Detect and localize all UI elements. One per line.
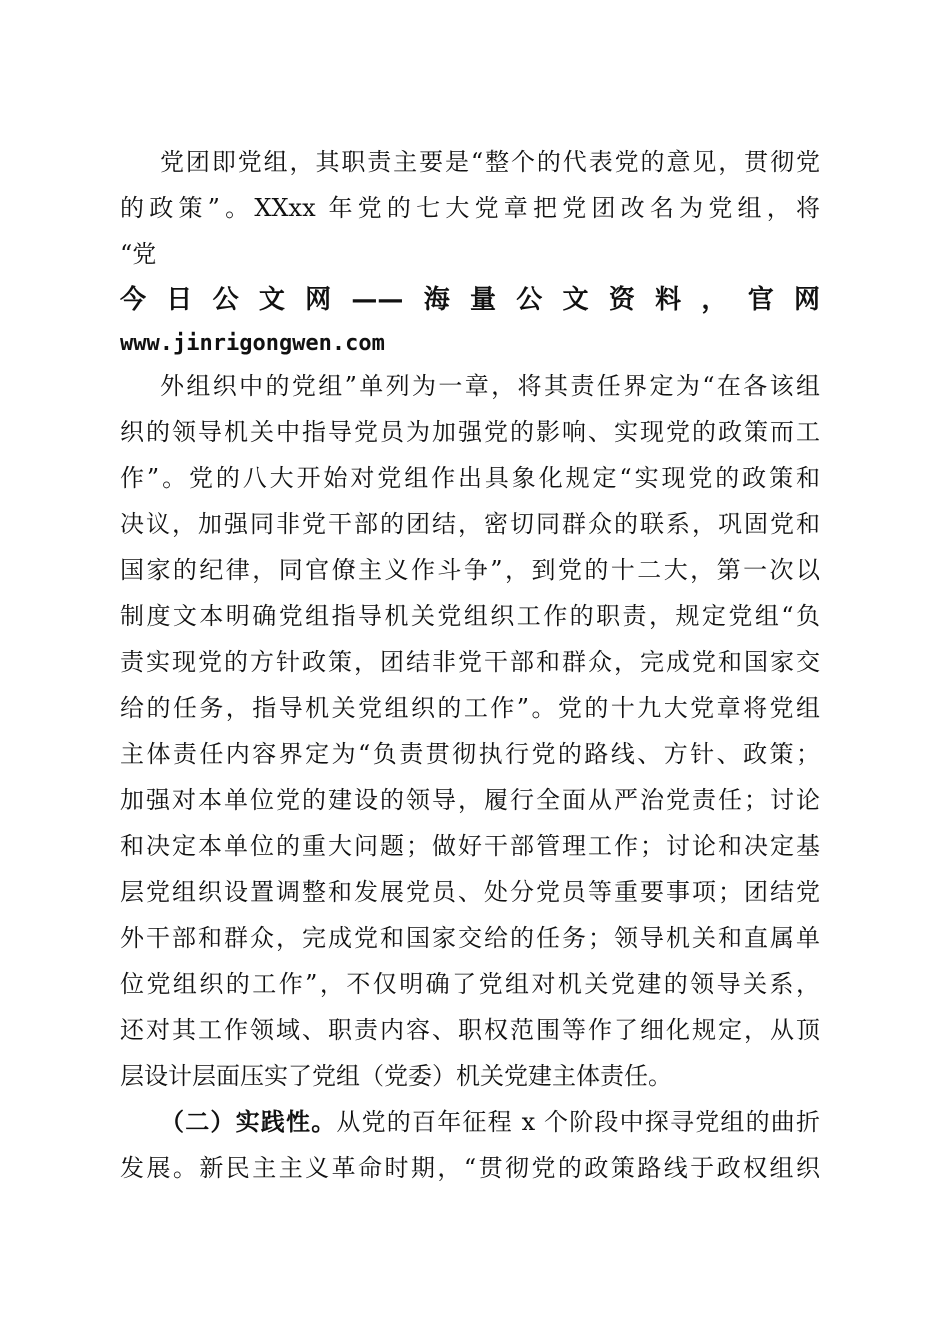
paragraph-line: 主体责任内容界定为“负责贯彻执行党的路线、方针、政策；	[120, 740, 820, 768]
ad-banner-text: 今日公文网——海量公文资料，官网	[120, 285, 820, 315]
ad-banner-url[interactable]: www.jinrigongwen.com	[120, 331, 385, 356]
paragraph-line: 决议，加强同非党干部的团结，密切同群众的联系，巩固党和	[120, 510, 820, 538]
paragraph-line: 织的领导机关中指导党员为加强党的影响、实现党的政策而工	[120, 418, 820, 446]
paragraph-line: 党团即党组，其职责主要是“整个的代表党的意见，贯彻党	[160, 148, 820, 176]
paragraph-line: 作”。党的八大开始对党组作出具象化规定“实现党的政策和	[120, 464, 820, 492]
paragraph-line: 层党组织设置调整和发展党员、处分党员等重要事项；团结党	[120, 878, 820, 906]
paragraph-line: 发展。新民主主义革命时期，“贯彻党的政策路线于政权组织	[120, 1154, 820, 1182]
paragraph-line: 国家的纪律，同官僚主义作斗争”，到党的十二大，第一次以	[120, 556, 820, 584]
paragraph-line: 制度文本明确党组指导机关党组织工作的职责，规定党组“负	[120, 602, 820, 630]
paragraph-line: 给的任务，指导机关党组织的工作”。党的十九大党章将党组	[120, 694, 820, 722]
paragraph-line: 位党组织的工作”，不仅明确了党组对机关党建的领导关系，	[120, 970, 820, 998]
paragraph-line: 加强对本单位党的建设的领导，履行全面从严治党责任；讨论	[120, 786, 820, 814]
paragraph-line: 责实现党的方针政策，团结非党干部和群众，完成党和国家交	[120, 648, 820, 676]
paragraph-line: 层设计层面压实了党组（党委）机关党建主体责任。	[120, 1062, 672, 1090]
section-first-line	[160, 1106, 820, 1138]
paragraph-line: 和决定本单位的重大问题；做好干部管理工作；讨论和决定基	[120, 832, 820, 860]
paragraph-line: 外干部和群众，完成党和国家交给的任务；领导机关和直属单	[120, 924, 820, 952]
paragraph-line: 还对其工作领域、职责内容、职权范围等作了细化规定，从顶	[120, 1016, 820, 1044]
paragraph-line: 外组织中的党组”单列为一章，将其责任界定为“在各该组	[160, 372, 820, 400]
section-heading: （二）实践性。	[160, 1107, 337, 1136]
paragraph-line: 的政策”。XXxx 年党的七大党章把党团改名为党组，将	[120, 194, 820, 222]
paragraph-line: “党	[120, 240, 157, 268]
section-text: 从党的百年征程 x 个阶段中探寻党组的曲折	[336, 1108, 820, 1136]
